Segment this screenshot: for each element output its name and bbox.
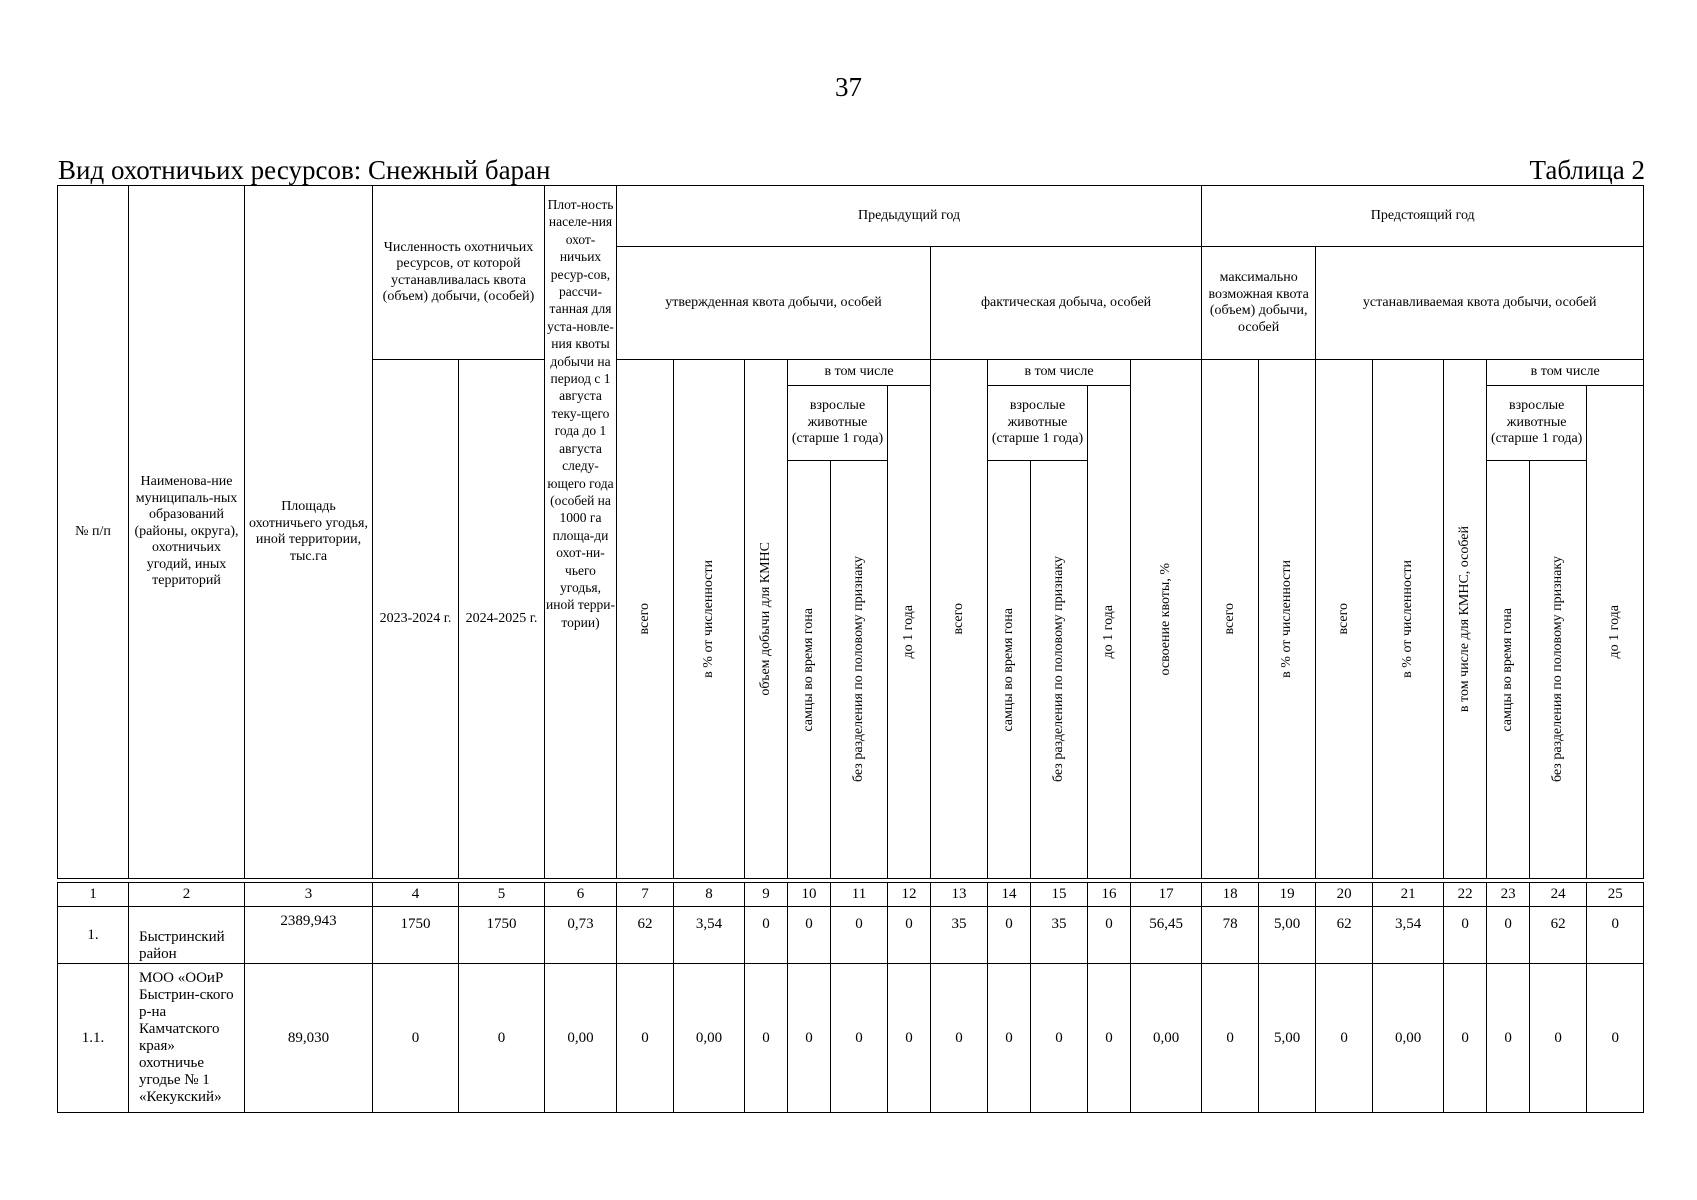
header-actual-nosex: без разделения по половому признаку: [1031, 461, 1088, 879]
cell: 0,00: [545, 964, 617, 1113]
cell: 0: [888, 964, 931, 1113]
colnum: 7: [617, 883, 674, 907]
cell: 0: [1202, 964, 1259, 1113]
table-row: [58, 964, 1644, 1113]
colnum: 23: [1487, 883, 1530, 907]
header-approved-nosex: без разделения по половому признаку: [831, 461, 888, 879]
header-approved-total: всего: [617, 360, 674, 879]
header-approved-quota: утвержденная квота добычи, особей: [617, 247, 931, 360]
colnum: 14: [988, 883, 1031, 907]
header-approved-males: самцы во время гона: [788, 461, 831, 879]
colnum: 11: [831, 883, 888, 907]
header-set-nosex: без разделения по половому признаку: [1530, 461, 1587, 879]
cell: 0,73: [545, 907, 617, 964]
cell: 0: [745, 907, 788, 964]
cell: 0: [1031, 964, 1088, 1113]
colnum: 4: [373, 883, 459, 907]
row-area: 89,030: [245, 964, 373, 1113]
row-num: 1.1.: [58, 964, 129, 1113]
cell: 62: [1316, 907, 1373, 964]
table-title: Вид охотничьих ресурсов: Снежный баран: [58, 155, 551, 185]
row-name: МОО «ООиР Быстрин-ского р-на Камчатского края» охотничье угодье № 1 «Кекукский»: [129, 964, 245, 1113]
cell: 0: [617, 964, 674, 1113]
colnum: 9: [745, 883, 788, 907]
cell: 0: [1487, 964, 1530, 1113]
cell: 78: [1202, 907, 1259, 964]
cell: 0: [745, 964, 788, 1113]
colnum: 20: [1316, 883, 1373, 907]
colnum: 21: [1373, 883, 1444, 907]
header-max-total: всего: [1202, 360, 1259, 879]
header-actual-under1: до 1 года: [1088, 386, 1131, 879]
colnum: 12: [888, 883, 931, 907]
header-previous-year: Предыдущий год: [617, 186, 1202, 247]
header-approved-under1: до 1 года: [888, 386, 931, 879]
colnum: 25: [1587, 883, 1644, 907]
header-approved-kmns: объем добычи для КМНС: [745, 360, 788, 879]
header-year-2023: 2023-2024 г.: [373, 360, 459, 879]
header-approved-adults: взрослые животные (старше 1 года): [788, 386, 888, 461]
cell: 0: [831, 907, 888, 964]
header-set-males: самцы во время гона: [1487, 461, 1530, 879]
colnum: 2: [129, 883, 245, 907]
header-area: Площадь охотничьего угодья, иной территории, тыс.га: [245, 186, 373, 879]
header-actual-males: самцы во время гона: [988, 461, 1031, 879]
cell: 56,45: [1131, 907, 1202, 964]
cell: 0: [931, 964, 988, 1113]
header-actual-total: всего: [931, 360, 988, 879]
cell: 3,54: [674, 907, 745, 964]
cell: 5,00: [1259, 964, 1316, 1113]
colnum: 10: [788, 883, 831, 907]
header-approved-incl: в том числе: [788, 360, 931, 386]
cell: 0: [1487, 907, 1530, 964]
cell: 0: [788, 964, 831, 1113]
colnum: 16: [1088, 883, 1131, 907]
cell: 1750: [459, 907, 545, 964]
header-set-total: всего: [1316, 360, 1373, 879]
cell: 0: [1444, 964, 1487, 1113]
cell: 35: [931, 907, 988, 964]
cell: 0: [831, 964, 888, 1113]
table-label: Таблица 2: [1529, 155, 1645, 185]
cell: 0,00: [1373, 964, 1444, 1113]
header-set-kmns: в том числе для КМНС, особей: [1444, 360, 1487, 879]
colnum: 8: [674, 883, 745, 907]
cell: 0: [1587, 964, 1644, 1113]
colnum: 22: [1444, 883, 1487, 907]
colnum: 13: [931, 883, 988, 907]
cell: 62: [1530, 907, 1587, 964]
column-number-row: [58, 883, 1644, 907]
header-density: Плот-ность населе-ния охот-ничьих ресур-сов, рассчи-танная для уста-новле-ния квоты добычи на период с 1 августа теку-щего года до 1 августа следу-ющего года (особей на 1000 га площа-ди охот-ни-чьего угодья, иной терри-тории): [545, 186, 617, 879]
header-approved-pct: в % от численности: [674, 360, 745, 879]
colnum: 19: [1259, 883, 1316, 907]
cell: 0: [1088, 907, 1131, 964]
page-number: 37: [835, 72, 862, 102]
header-quota-use: освоение квоты, %: [1131, 360, 1202, 879]
cell: 0: [1444, 907, 1487, 964]
header-actual-adults: взрослые животные (старше 1 года): [988, 386, 1088, 461]
header-actual-incl: в том числе: [988, 360, 1131, 386]
row-area: 2389,943: [245, 907, 373, 964]
colnum: 24: [1530, 883, 1587, 907]
header-num: № п/п: [58, 186, 129, 879]
cell: 1750: [373, 907, 459, 964]
colnum: 3: [245, 883, 373, 907]
cell: 0: [988, 907, 1031, 964]
cell: 0: [1088, 964, 1131, 1113]
colnum: 1: [58, 883, 129, 907]
row-name: Быстринский район: [129, 907, 245, 964]
cell: 62: [617, 907, 674, 964]
cell: 5,00: [1259, 907, 1316, 964]
header-set-under1: до 1 года: [1587, 386, 1644, 879]
colnum: 5: [459, 883, 545, 907]
quota-table: [57, 185, 1644, 1113]
header-set-adults: взрослые животные (старше 1 года): [1487, 386, 1587, 461]
header-population-group: Численность охотничьих ресурсов, от которой устанавливалась квота (объем) добычи, (особей): [373, 186, 545, 360]
cell: 0: [788, 907, 831, 964]
row-num: 1.: [58, 907, 129, 964]
table-row: [58, 907, 1644, 964]
header-set-pct: в % от численности: [1373, 360, 1444, 879]
colnum: 15: [1031, 883, 1088, 907]
colnum: 18: [1202, 883, 1259, 907]
cell: 0: [1530, 964, 1587, 1113]
header-set-incl: в том числе: [1487, 360, 1644, 386]
colnum: 17: [1131, 883, 1202, 907]
cell: 35: [1031, 907, 1088, 964]
cell: 0: [459, 964, 545, 1113]
cell: 3,54: [1373, 907, 1444, 964]
header-max-quota: максимально возможная квота (объем) добычи, особей: [1202, 247, 1316, 360]
header-year-2024: 2024-2025 г.: [459, 360, 545, 879]
cell: 0: [373, 964, 459, 1113]
header-max-pct: в % от численности: [1259, 360, 1316, 879]
cell: 0: [1316, 964, 1373, 1113]
cell: 0: [988, 964, 1031, 1113]
header-actual-harvest: фактическая добыча, особей: [931, 247, 1202, 360]
header-municipality: Наименова-ние муниципаль-ных образований (районы, округа), охотничьих угодий, иных территорий: [129, 186, 245, 879]
cell: 0: [888, 907, 931, 964]
header-set-quota: устанавливаемая квота добычи, особей: [1316, 247, 1644, 360]
cell: 0,00: [674, 964, 745, 1113]
colnum: 6: [545, 883, 617, 907]
header-upcoming-year: Предстоящий год: [1202, 186, 1644, 247]
cell: 0: [1587, 907, 1644, 964]
cell: 0,00: [1131, 964, 1202, 1113]
